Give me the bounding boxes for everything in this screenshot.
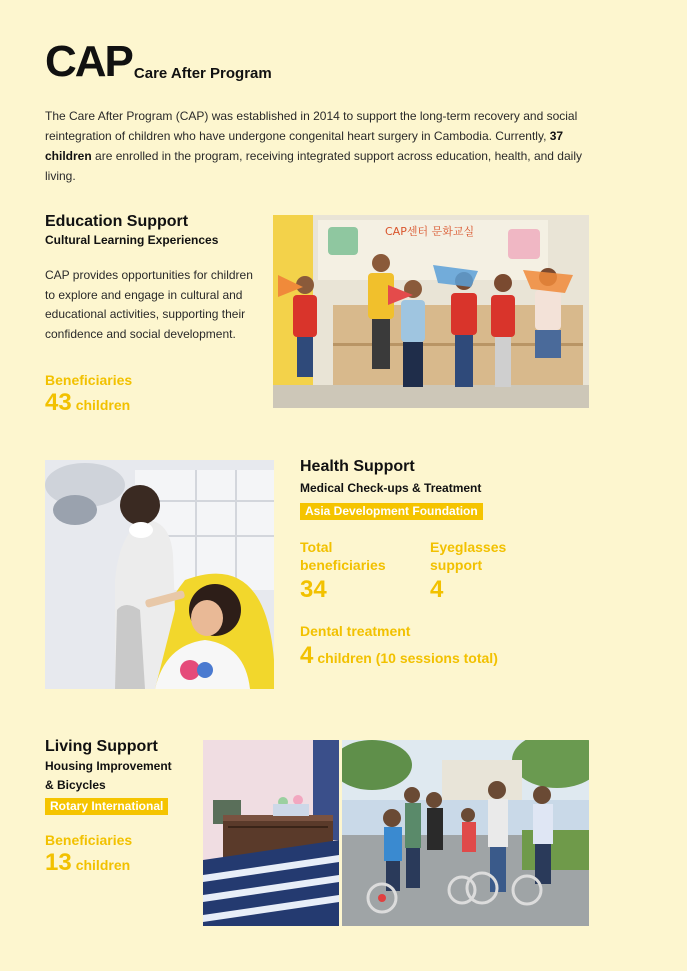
health-eyeglasses-label-1: Eyeglasses <box>430 539 507 555</box>
health-dental-unit: children (10 sessions total) <box>317 650 498 666</box>
education-photo <box>273 215 589 408</box>
page-header <box>45 37 272 86</box>
living-beneficiaries-label: Beneficiaries <box>45 832 133 848</box>
health-eyeglasses-value: 4 <box>430 576 444 603</box>
health-dental-count: 4 <box>300 642 314 669</box>
intro-text-1: The Care After Program (CAP) was established in 2014 to support the long-term recovery and social reintegration of children who have undergone congenital heart surgery in Cambodia. Currently, <box>45 109 578 143</box>
education-count: 43 <box>45 389 72 416</box>
health-total-block <box>300 538 430 604</box>
living-unit: children <box>75 857 131 873</box>
living-beneficiaries-value <box>45 849 205 879</box>
health-eyeglasses-block <box>430 538 560 604</box>
education-beneficiaries-label: Beneficiaries <box>45 372 133 388</box>
education-description: CAP provides opportunities for children to explore and engage in cultural and educational activities, supporting their confidence and social development. <box>45 268 253 341</box>
education-subtitle: Cultural Learning Experiences <box>45 233 219 247</box>
intro-paragraph <box>45 106 595 186</box>
living-subtitle-2: & Bicycles <box>45 778 106 792</box>
health-partner-tag: Asia Development Foundation <box>300 503 483 520</box>
health-total-label-1: Total <box>300 539 333 555</box>
brand-subtitle: Care After Program <box>133 65 272 82</box>
living-photo-housing <box>203 740 339 926</box>
brand-title: CAP <box>45 37 132 86</box>
living-count: 13 <box>45 849 72 876</box>
health-dental-label: Dental treatment <box>300 623 411 639</box>
education-section <box>45 213 255 419</box>
intro-highlight: 37 children <box>45 129 564 163</box>
health-section <box>300 458 590 520</box>
health-eyeglasses-label-2: support <box>430 557 483 573</box>
health-title: Health Support <box>300 458 415 475</box>
living-photo-bicycles <box>342 740 589 926</box>
living-partner-tag: Rotary International <box>45 798 168 815</box>
education-unit: children <box>75 397 131 413</box>
education-photo-banner: CAP센터 문화교실 <box>385 225 475 238</box>
education-beneficiaries-value <box>45 389 255 419</box>
health-total-value: 34 <box>300 576 327 603</box>
health-dental-value <box>300 642 590 672</box>
health-subtitle: Medical Check-ups & Treatment <box>300 481 482 495</box>
living-section <box>45 738 205 879</box>
living-subtitle-1: Housing Improvement <box>45 759 172 773</box>
education-title: Education Support <box>45 213 189 230</box>
living-title: Living Support <box>45 738 158 755</box>
intro-text-2: are enrolled in the program, receiving integrated support across education, health, and daily living. <box>45 149 582 183</box>
health-dental-block <box>300 622 590 672</box>
health-photo <box>45 460 274 689</box>
health-total-label-2: beneficiaries <box>300 557 386 573</box>
